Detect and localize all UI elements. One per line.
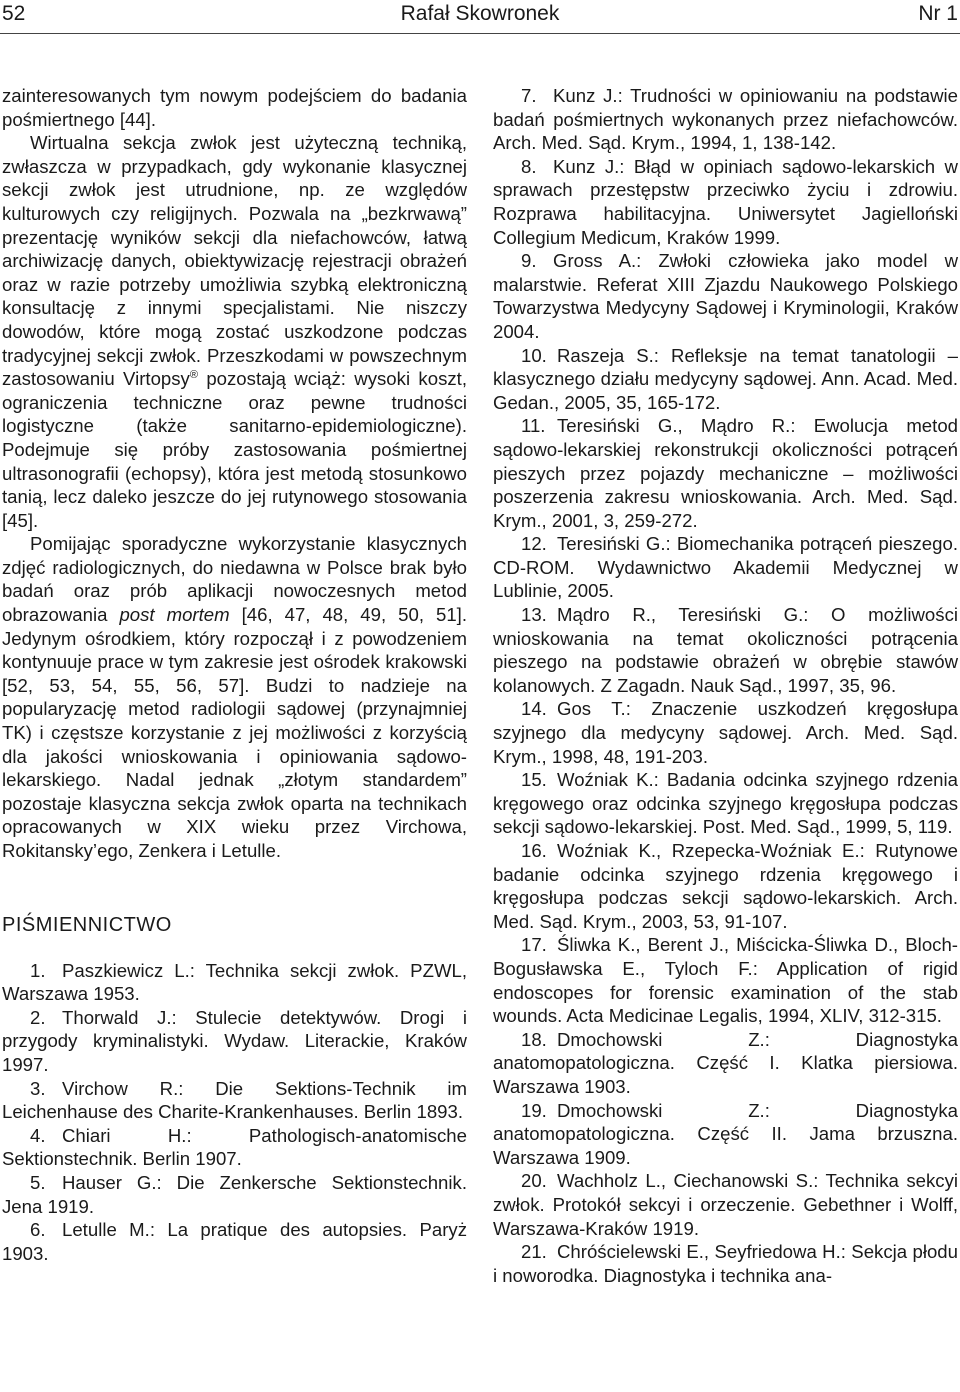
reference-number: 15. — [521, 769, 547, 791]
reference-item — [2, 1124, 467, 1171]
reference-item — [493, 155, 958, 249]
reference-item — [493, 532, 958, 603]
page-number: 52 — [2, 2, 26, 25]
running-author: Rafał Skowronek — [400, 2, 560, 25]
reference-text: Gross A.: Zwłoki człowieka jako model w malarstwie. Referat XIII Zjazdu Naukowego Polskiego Towarzystwa Medycyny Sądowej i Kryminologii, Kraków 2004. — [493, 250, 958, 342]
body-paragraph-2-text-a: Wirtualna sekcja zwłok jest użyteczną techniką, zwłaszcza w przypadkach, gdy wykonanie klasycznej sekcji zwłok jest utrudnione, np. ze względów kulturowych czy religijnych. Pozwala na „bezkrwawą” prezentację wyników sekcji dla niefachowców, łatwą archiwizację danych, obiektywizację rejestracji obrażeń oraz w razie potrzeby umożliwia szybką elektroniczną konsultację z innymi specjalistami. Nie niszczy dowodów, które mogą zostać uszkodzone podczas tradycyjnej sekcji zwłok. Przeszkodami w powszechnym zastosowaniu Virtopsy — [2, 132, 467, 390]
registered-mark: ® — [189, 368, 198, 381]
reference-text: Teresiński G., Mądro R.: Ewolucja metod sądowo-lekarskiej rekonstrukcji okoliczności potrąceń pieszych przez pojazdy mechaniczne – możliwości poszerzenia zakresu wnioskowania. Arch. Med. Sąd. Krym., 2001, 3, 259-272. — [493, 415, 958, 531]
reference-text: Paszkiewicz L.: Technika sekcji zwłok. PZWL, Warszawa 1953. — [2, 959, 467, 1005]
reference-number: 1. — [30, 959, 46, 981]
reference-item — [2, 1218, 467, 1265]
reference-text: Raszeja S.: Refleksje na temat tanatologii – klasycznego działu medycyny sądowej. Ann. Acad. Med. Gedan., 2005, 35, 165-172. — [493, 344, 958, 413]
reference-number: 11. — [521, 415, 546, 437]
body-paragraph-3-italic: post mortem — [119, 604, 230, 626]
reference-text: Wachholz L., Ciechanowski S.: Technika sekcyi zwłok. Protokół sekcyi i orzeczenie. Gebethner i Wolff, Warszawa-Kraków 1919. — [493, 1170, 958, 1239]
reference-item — [493, 414, 958, 532]
reference-number: 8. — [521, 155, 537, 177]
reference-item — [493, 1028, 958, 1099]
reference-text: Letulle M.: La pratique des autopsies. Paryż 1903. — [2, 1219, 467, 1264]
reference-text: Kunz J.: Błąd w opiniach sądowo-lekarskich w sprawach przestępstw przeciwko życiu i zdrowiu. Rozprawa habilitacyjna. Uniwersytet Jagielloński Collegium Medicum, Kraków 1999. — [493, 155, 958, 248]
reference-item — [493, 249, 958, 343]
reference-number: 7. — [521, 85, 537, 106]
reference-text: Chiari H.: Pathologisch-anatomische Sektionstechnik. Berlin 1907. — [2, 1124, 467, 1170]
reference-text: Teresiński G.: Biomechanika potrąceń pieszego. CD-ROM. Wydawnictwo Akademii Medycznej w Lublinie, 2005. — [493, 533, 958, 602]
reference-list-right — [493, 84, 958, 1287]
reference-number: 2. — [30, 1006, 46, 1028]
left-column — [2, 84, 467, 1265]
reference-number: 14. — [521, 698, 547, 720]
references-heading: PIŚMIENNICTWO — [2, 913, 172, 936]
reference-number: 20. — [521, 1170, 547, 1192]
reference-item — [2, 959, 467, 1006]
body-paragraph-3 — [2, 532, 467, 862]
reference-item — [493, 768, 958, 839]
body-paragraph-3-text-b: [46, 47, 48, 49, 50, 51]. Jedynym ośrodkiem, który rozpoczął i z powodzeniem kontynuuje prace w tym zakresie jest ośrodek krakowski [52, 53, 54, 55, 56, 57]. Budzi to nadzieje na popularyzację metod radiologii sądowej (przynajmniej TK) i częstsze korzystanie z jej możliwości z korzyścią dla jakości wnioskowania i opiniowania sądowo-lekarskiego. Nadal jednak „złotym standardem” pozostaje klasyczna sekcja zwłok oparta na technikach opracowanych w XIX wieku przez Virchowa, Rokitansky’ego, Zenkera i Letulle. — [2, 604, 468, 861]
reference-item — [493, 344, 958, 415]
reference-item — [2, 1006, 467, 1077]
reference-text: Thorwald J.: Stulecie detektywów. Drogi i przygody kryminalistyki. Wydaw. Literackie, Kraków 1997. — [2, 1006, 467, 1075]
reference-item — [2, 1077, 467, 1124]
reference-number: 5. — [30, 1171, 46, 1193]
reference-item — [493, 933, 958, 1027]
right-column — [493, 84, 958, 1287]
reference-number: 21. — [521, 1241, 547, 1263]
reference-item — [493, 1099, 958, 1170]
header-divider — [0, 33, 960, 34]
reference-list-left — [2, 959, 467, 1266]
body-paragraph-1: zainteresowanych tym nowym podejściem do badania pośmiertnego [44]. — [2, 85, 467, 130]
reference-number: 6. — [30, 1219, 46, 1241]
reference-item — [493, 84, 958, 155]
reference-text: Dmochowski Z.: Diagnostyka anatomopatologiczna. Część I. Klatka piersiowa. Warszawa 1903. — [493, 1028, 958, 1097]
reference-number: 12. — [521, 533, 547, 555]
body-paragraph-3-text-a: Pomijając sporadyczne wykorzystanie klasycznych zdjęć radiologicznych, do niedawna w Polsce brak było badań oraz prób aplikacji nowoczesnych metod obrazowania — [2, 533, 467, 626]
reference-number: 17. — [521, 934, 547, 956]
body-paragraph-2 — [2, 131, 467, 532]
reference-number: 16. — [521, 840, 547, 861]
reference-item — [493, 697, 958, 768]
reference-item — [493, 1240, 958, 1287]
reference-text: Śliwka K., Berent J., Miścicka-Śliwka D., Bloch-Bogusławska E., Tyloch F.: Application of rigid endoscopes for forensic examination of the stab wounds. Acta Medicinae Legalis, 1994, XLIV, 312-315. — [493, 934, 958, 1027]
reference-text: Hauser G.: Die Zenkersche Sektionstechnik. Jena 1919. — [2, 1171, 467, 1217]
reference-item — [2, 1171, 467, 1218]
reference-number: 18. — [521, 1028, 547, 1050]
running-header — [0, 0, 960, 30]
reference-text: Chróścielewski E., Seyfriedowa H.: Sekcja płodu i noworodka. Diagnostyka i technika ana- — [493, 1241, 958, 1286]
reference-item — [493, 603, 958, 697]
reference-text: Virchow R.: Die Sektions-Technik im Leichenhause des Charite-Krankenhauses. Berlin 1893. — [2, 1077, 467, 1123]
reference-text: Gos T.: Znaczenie uszkodzeń kręgosłupa szyjnego dla medycyny sądowej. Arch. Med. Sąd. Krym., 1998, 48, 191-203. — [493, 698, 958, 767]
reference-number: 10. — [521, 344, 547, 366]
reference-item — [493, 1169, 958, 1240]
reference-number: 4. — [30, 1124, 46, 1146]
reference-item — [493, 839, 958, 933]
reference-text: Dmochowski Z.: Diagnostyka anatomopatologiczna. Część II. Jama brzuszna. Warszawa 1909. — [493, 1099, 958, 1168]
reference-number: 13. — [521, 604, 547, 626]
reference-text: Woźniak K., Rzepecka-Woźniak E.: Rutynowe badanie odcinka szyjnego rdzenia kręgowego i kręgosłupa podczas sekcji sądowo-lekarskich. Arch. Med. Sąd. Krym., 2003, 53, 91-107. — [493, 840, 958, 932]
reference-number: 19. — [521, 1099, 547, 1121]
reference-number: 9. — [521, 250, 537, 272]
reference-text: Mądro R., Teresiński G.: O możliwości wnioskowania na temat okoliczności potrącenia pieszego na podstawie obrażeń w obrębie stawów kolanowych. Z Zagadn. Nauk Sąd., 1997, 35, 96. — [493, 604, 958, 696]
reference-number: 3. — [30, 1077, 46, 1099]
body-paragraph-2-text-b: pozostają wciąż: wysoki koszt, ograniczenia techniczne oraz pewne trudności logistyczne (także sanitarno-epidemiologiczne). Podejmuje się próby zastosowania pośmiertnej ultrasonografii (echopsy), która jest metodą stosunkowo tanią, lecz daleko jeszcze do jej rutynowego stosowania [45]. — [2, 368, 467, 531]
reference-text: Kunz J.: Trudności w opiniowaniu na podstawie badań pośmiertnych wykonanych przez niefachowców. Arch. Med. Sąd. Krym., 1994, 1, 138-142. — [493, 85, 958, 154]
issue-number: Nr 1 — [918, 2, 958, 25]
reference-text: Woźniak K.: Badania odcinka szyjnego rdzenia kręgowego oraz odcinka szyjnego kręgosłupa podczas sekcji sądowo-lekarskiej. Post. Med. Sąd., 1999, 5, 119. — [493, 769, 958, 838]
